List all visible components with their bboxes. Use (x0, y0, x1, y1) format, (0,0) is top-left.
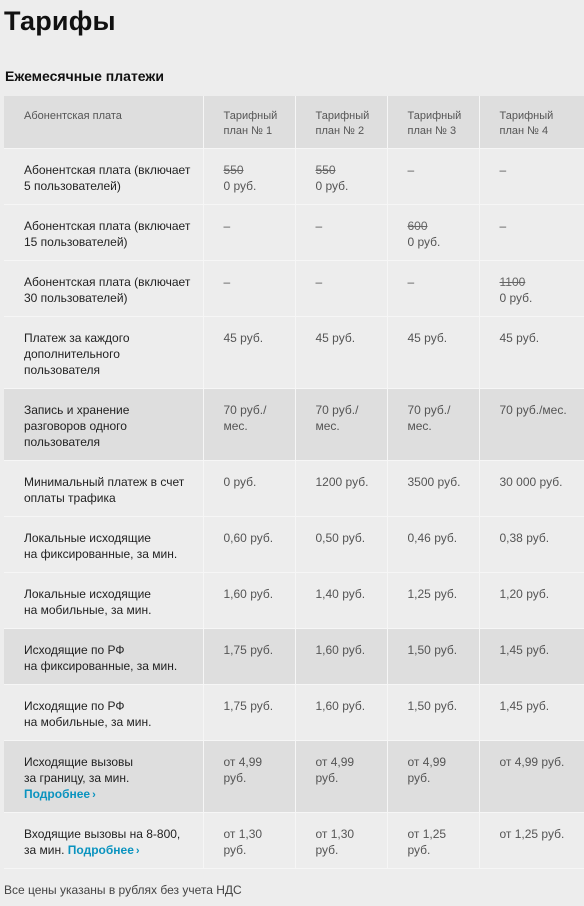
price-value: – (407, 275, 415, 289)
old-price: 550 (315, 163, 336, 177)
row-label-line: Входящие вызовы на 8-800, (24, 827, 181, 841)
row-label (4, 685, 203, 741)
price-value: 1,75 руб. (223, 699, 274, 713)
price-value: 1,20 руб. (499, 587, 550, 601)
row-label-line: разговоров одного (24, 419, 127, 433)
row-label-line: Платеж за каждого (24, 331, 130, 345)
row-label-line: Локальные исходящие (24, 587, 151, 601)
row-label (4, 149, 203, 205)
row-label (4, 205, 203, 261)
table-row (4, 629, 584, 685)
price-value: от 4,99 руб. (407, 755, 447, 785)
table-row (4, 149, 584, 205)
price-value: 0,46 руб. (407, 531, 458, 545)
page-title: Тарифы (4, 6, 116, 36)
price-cell-plan-2 (295, 573, 387, 629)
price-cell-plan-3 (387, 741, 479, 813)
table-row (4, 389, 584, 461)
price-value: 1,60 руб. (223, 587, 274, 601)
price-value: 0 руб. (223, 475, 257, 489)
price-cell-plan-3 (387, 317, 479, 389)
header-label: Абонентская плата (4, 96, 203, 149)
table-row (4, 573, 584, 629)
old-price: 550 (223, 163, 244, 177)
price-value: 70 руб./мес. (499, 403, 567, 417)
row-label (4, 573, 203, 629)
table-row (4, 261, 584, 317)
table-row (4, 813, 584, 869)
more-link[interactable] (68, 843, 140, 857)
price-cell-plan-2 (295, 813, 387, 869)
price-cell-plan-3 (387, 813, 479, 869)
price-cell-plan-3 (387, 205, 479, 261)
table-row (4, 741, 584, 813)
row-label-line: пользователя (24, 435, 100, 449)
row-label (4, 629, 203, 685)
price-cell-plan-2 (295, 461, 387, 517)
price-value: от 1,30 руб. (223, 827, 263, 857)
price-value: 1,60 руб. (315, 643, 366, 657)
price-value: от 1,25 руб. (499, 827, 565, 841)
price-cell-plan-1 (203, 741, 295, 813)
price-cell-plan-2 (295, 205, 387, 261)
price-value: 3500 руб. (407, 475, 461, 489)
table-row (4, 205, 584, 261)
price-value: – (499, 163, 507, 177)
price-value: 45 руб. (223, 331, 264, 345)
price-cell-plan-1 (203, 813, 295, 869)
price-cell-plan-4 (479, 517, 584, 573)
more-link[interactable] (24, 787, 96, 801)
row-label-line: Минимальный платеж в счет (24, 475, 185, 489)
price-cell-plan-4 (479, 813, 584, 869)
price-cell-plan-1 (203, 205, 295, 261)
price-cell-plan-3 (387, 149, 479, 205)
row-label (4, 741, 203, 813)
row-label-line: Исходящие вызовы (24, 755, 134, 769)
price-cell-plan-4 (479, 389, 584, 461)
price-cell-plan-1 (203, 573, 295, 629)
price-value: 0 руб. (223, 179, 257, 193)
price-value: 0,38 руб. (499, 531, 550, 545)
price-cell-plan-1 (203, 629, 295, 685)
price-value: от 4,99 руб. (499, 755, 565, 769)
row-label (4, 461, 203, 517)
price-value: 1,50 руб. (407, 699, 458, 713)
price-value: – (407, 163, 415, 177)
row-label (4, 261, 203, 317)
tariffs-table (4, 96, 584, 869)
price-value: 0,50 руб. (315, 531, 366, 545)
price-cell-plan-4 (479, 261, 584, 317)
row-label-line: на фиксированные, за мин. (24, 547, 178, 561)
price-cell-plan-2 (295, 149, 387, 205)
row-label-line: Исходящие по РФ (24, 699, 125, 713)
price-cell-plan-2 (295, 629, 387, 685)
price-cell-plan-4 (479, 317, 584, 389)
price-cell-plan-2 (295, 317, 387, 389)
price-value: 45 руб. (407, 331, 448, 345)
chevron-right-icon: › (92, 789, 96, 801)
row-label-line: дополнительного (24, 347, 120, 361)
row-label (4, 317, 203, 389)
table-row (4, 517, 584, 573)
more-link-label: Подробнее (67, 843, 134, 857)
price-value: 1,60 руб. (315, 699, 366, 713)
header-plan-2: Тарифный план № 2 (295, 96, 387, 149)
row-label-line: пользователя (24, 363, 100, 377)
price-cell-plan-1 (203, 317, 295, 389)
price-value: от 1,25 руб. (407, 827, 447, 857)
price-value: 0 руб. (407, 235, 441, 249)
row-label-line: Абонентская плата (включает (24, 275, 191, 289)
row-label-line: оплаты трафика (24, 491, 116, 505)
price-value: 0 руб. (315, 179, 349, 193)
row-label-line: за границу, за мин. (24, 771, 130, 785)
price-cell-plan-3 (387, 461, 479, 517)
row-label (4, 813, 203, 869)
price-value: 1,40 руб. (315, 587, 366, 601)
row-label-line: 30 пользователей) (24, 291, 128, 305)
price-cell-plan-1 (203, 517, 295, 573)
price-cell-plan-1 (203, 389, 295, 461)
price-cell-plan-4 (479, 461, 584, 517)
price-cell-plan-4 (479, 685, 584, 741)
price-value: – (499, 219, 507, 233)
old-price: 600 (407, 219, 428, 233)
price-value: 1,50 руб. (407, 643, 458, 657)
old-price: 1100 (499, 275, 526, 289)
price-value: 1,45 руб. (499, 699, 550, 713)
header-plan-4: Тарифный план № 4 (479, 96, 584, 149)
row-label-line: на мобильные, за мин. (24, 603, 152, 617)
price-value: – (315, 219, 323, 233)
row-label (4, 389, 203, 461)
price-value: – (223, 275, 231, 289)
price-value: 45 руб. (499, 331, 540, 345)
more-link-label: Подробнее (24, 787, 91, 801)
price-value: 70 руб./мес. (315, 403, 359, 433)
price-cell-plan-4 (479, 205, 584, 261)
price-cell-plan-2 (295, 389, 387, 461)
price-cell-plan-1 (203, 685, 295, 741)
price-cell-plan-3 (387, 389, 479, 461)
price-cell-plan-2 (295, 741, 387, 813)
price-value: 1200 руб. (315, 475, 369, 489)
table-row (4, 461, 584, 517)
price-value: – (315, 275, 323, 289)
header-plan-3: Тарифный план № 3 (387, 96, 479, 149)
price-value: 0 руб. (499, 291, 533, 305)
price-value: от 4,99 руб. (315, 755, 355, 785)
price-value: 70 руб./мес. (407, 403, 451, 433)
price-value: 70 руб./мес. (223, 403, 267, 433)
price-cell-plan-3 (387, 261, 479, 317)
footnote: Все цены указаны в рублях без учета НДС (4, 883, 242, 897)
section-title: Ежемесячные платежи (5, 68, 164, 84)
price-cell-plan-1 (203, 261, 295, 317)
price-value: от 1,30 руб. (315, 827, 355, 857)
price-value: 45 руб. (315, 331, 356, 345)
price-cell-plan-3 (387, 573, 479, 629)
price-cell-plan-2 (295, 517, 387, 573)
price-cell-plan-3 (387, 629, 479, 685)
row-label-line: на фиксированные, за мин. (24, 659, 178, 673)
price-value: – (223, 219, 231, 233)
row-label-line: на мобильные, за мин. (24, 715, 152, 729)
price-cell-plan-2 (295, 685, 387, 741)
row-label-line: Запись и хранение (24, 403, 130, 417)
price-cell-plan-4 (479, 629, 584, 685)
price-value: 0,60 руб. (223, 531, 274, 545)
price-value: 1,25 руб. (407, 587, 458, 601)
row-label-line: Исходящие по РФ (24, 643, 125, 657)
price-cell-plan-1 (203, 461, 295, 517)
price-cell-plan-1 (203, 149, 295, 205)
price-value: 1,75 руб. (223, 643, 274, 657)
row-label-line: Локальные исходящие (24, 531, 151, 545)
price-cell-plan-2 (295, 261, 387, 317)
row-label (4, 517, 203, 573)
price-cell-plan-3 (387, 685, 479, 741)
table-header-row (4, 96, 584, 149)
price-cell-plan-4 (479, 149, 584, 205)
price-value: 30 000 руб. (499, 475, 563, 489)
header-plan-1: Тарифный план № 1 (203, 96, 295, 149)
row-label-line: Абонентская плата (включает (24, 219, 191, 233)
price-value: от 4,99 руб. (223, 755, 263, 785)
price-cell-plan-3 (387, 517, 479, 573)
price-cell-plan-4 (479, 741, 584, 813)
row-label-line: 5 пользователей) (24, 179, 121, 193)
table-row (4, 317, 584, 389)
price-cell-plan-4 (479, 573, 584, 629)
price-value: 1,45 руб. (499, 643, 550, 657)
table-row (4, 685, 584, 741)
row-label-line: 15 пользователей) (24, 235, 128, 249)
row-label-line: Абонентская плата (включает (24, 163, 191, 177)
chevron-right-icon: › (135, 845, 140, 857)
row-label-line: за мин. (24, 843, 65, 857)
